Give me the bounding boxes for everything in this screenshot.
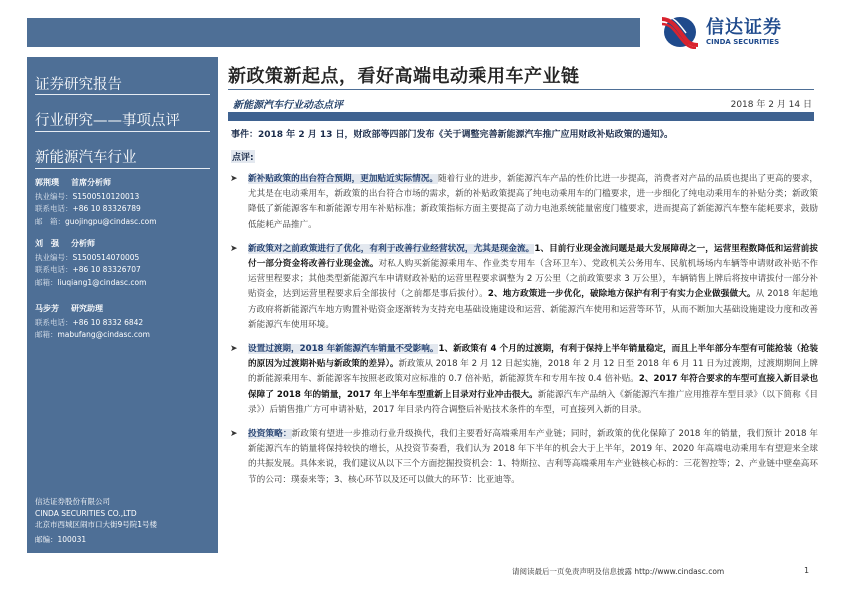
analyst-name: 刘 强 [35,239,59,248]
analyst-name: 郭荆璞 [35,178,59,187]
event-statement: 事件：2018 年 2 月 13 日，财政部等四部门发布《关于调整完善新能源汽车推广应用财政补贴政策的通知》。 [231,130,674,140]
analyst-card: 郭荆璞 首席分析师 执业编号：S1500510120013 联系电话：+86 10 83326789 邮 箱：guojingpu@cindasc.com [35,178,157,226]
sidebar [27,57,218,553]
report-date: 2018 年 2 月 14 日 [730,100,812,110]
bullet-bold: 2、地方政策进一步优化，破除地方保护有利于有实力企业做强做大。 [487,289,756,300]
bullet-text: 新政策有望进一步推动行业升级换代，我们主要看好高端乘用车产业链；同时，新政策的优化保障了 2018 年的销量，我们预计 2018 年新能源汽车的销量将保持较快的增长，从投资节奏看，我们认为 2018 年下半年的机会大于上半年，2019 年、2020 年高端电动乘用车有望迎来全球的共振发展。具体来说，我们建议从以下三个方面挖掘投资机会：1、特斯拉、吉利等高端乘用车产业链核心标的：三花智控等；2、产业链中壁垒高环节的公司：璞泰来等；3、核心环节以及还可以做大的环节：比亚迪等。 [248,429,818,485]
bullet-highlight: 新补贴政策的出台符合预期，更加贴近实际情况。 [248,174,439,184]
arrow-bullet-icon: ➤ [230,174,238,184]
company-address: 北京市西城区闹市口大街9号院1号楼 [35,520,158,529]
bullet-bold: 1、目前行业现金流问题是最大发展障碍之一，运营里程数降低和运营前拔付一部分资金将改善行业现金流。 [248,243,818,270]
bullet-text: 对私人购买新能源乘用车、作业类专用车（含环卫车）、党政机关公务用车、民航机场场内车辆等申请财政补贴不作运营里程要求；其他类型新能源汽车申请财政补贴的运营里程要求调整为 2 万公里（之前政策要求 3 万公里），车辆销售上牌后将按申请拔付一部分补贴资金，达到运营里程要求后全部拔付（之前都是事后拔付）。 [248,259,818,300]
page-number: 1 [804,566,810,575]
footer-disclaimer[interactable]: 请阅读最后一页免责声明及信息披露 http://www.cindasc.com [512,567,725,576]
analyst-phone: +86 10 8332 6842 [72,317,144,327]
logo-cn: 信达证券 [706,16,782,38]
bullet-highlight: 设置过渡期，2018 年新能源汽车销量不受影响。 [248,344,439,355]
analyst-email[interactable]: mabufang@cindasc.com [57,330,150,339]
report-subtitle: 新能源汽车行业动态点评 [233,100,343,111]
sidebar-report-type: 证券研究报告 [27,57,218,95]
sidebar-research-type: 行业研究——事项点评 [27,95,218,132]
bullet-item [228,242,818,333]
cinda-logo-icon [660,15,698,49]
company-info: 信达证券股份有限公司 CINDA SECURITIES CO.,LTD 北京市西城区闹市口大街9号院1号楼 邮编：100031 [35,497,158,544]
review-bullets [228,172,818,497]
review-label: 点评: [231,150,255,163]
bullet-text: 新政策从 2018 年 2 月 12 日起实施，2018 年 2 月 12 日至 2018 年 6 月 11 日为过渡期，过渡期期间上牌的新能源乘用车、新能源客车按照老政策对应标准的 0.7 倍补贴，新能源货车和专用车按 0.4 倍补贴。 [248,359,819,385]
analyst-card: 马步芳 研究助理 联系电话：+86 10 8332 6842 邮箱：mabufang@cindasc.com [35,304,150,339]
analyst-license: S1500510120013 [72,191,140,201]
analyst-title: 首席分析师 [71,178,111,187]
cinda-logo [660,14,830,50]
arrow-bullet-icon: ➤ [230,429,238,440]
bullet-highlight: 新政策对之前政策进行了优化，有利于改善行业经营状况，尤其是现金流。 [248,243,535,254]
bullet-text: 随着行业的进步，新能源汽车产品的性价比进一步提高，消费者对产品的品质也提出了更高的要求，尤其是在电动乘用车，新政策的出台符合市场的需求，新的补贴政策提高了纯电动乘用车的门槛要求，进一步细化了纯电动乘用车的补贴分类；新政策降低了新能源客车和新能源专用车补贴标准；新政策指标方面主要提高了动力电池系统能量密度门槛要求，进而提高了新能源汽车整车能耗要求，鼓励低能耗产品推广。 [248,174,818,230]
title-divider [228,89,814,90]
analyst-card: 刘 强 分析师 执业编号：S1500514070005 联系电话：+86 10 83326707 邮箱：liuqiang1@cindasc.com [35,239,147,287]
company-postcode: 100031 [57,534,87,544]
bullet-text: 新能源汽车产品纳入《新能源汽车推广应用推荐车型目录》（以下简称《目录》）后销售推广方可申请补贴，2017 年目录内符合调整后补贴技术条件的车型，可直接列入新的目录。 [248,389,818,415]
analyst-license: S1500514070005 [72,252,140,262]
sidebar-industry: 新能源汽车行业 [27,132,218,169]
arrow-bullet-icon: ➤ [230,344,238,355]
bullet-bold: 1、新政策有 4 个月的过渡期，有利于保持上半年销量稳定，而且上半年部分车型有可能抢装（抢装的原因为过渡期补贴与新政策的差异）。 [248,344,818,370]
company-name-en: CINDA SECURITIES CO.,LTD [35,508,137,518]
bullet-item [228,172,818,233]
bullet-highlight: 投资策略： [248,429,292,440]
analyst-phone: +86 10 83326789 [72,204,141,213]
bullet-text: 从 2018 年起地方政府将新能源汽车地方购置补贴资金逐渐转为支持充电基础设施建设和运营、新能源汽车使用和运营等环节，从而不断加大基础设施建设力度和改善新能源汽车使用环境。 [248,289,819,330]
company-name-cn: 信达证券股份有限公司 [35,497,110,506]
analyst-email[interactable]: liuqiang1@cindasc.com [57,277,147,287]
analyst-title: 研究助理 [71,304,103,313]
analyst-email[interactable]: guojingpu@cindasc.com [65,216,157,226]
analyst-phone: +86 10 83326707 [72,265,141,274]
analyst-title: 分析师 [71,239,95,248]
subtitle-bar [228,112,814,121]
analyst-name: 马步芳 [35,304,59,313]
bullet-item [228,427,818,488]
arrow-bullet-icon: ➤ [230,243,238,254]
bullet-item [228,342,818,418]
logo-en: CINDA SECURITIES [706,37,780,46]
report-title: 新政策新起点，看好高端电动乘用车产业链 [228,66,580,87]
bullet-bold: 2、2017 年符合要求的车型可直接入新目录也保障了 2018 年的销量，2017 年上半年车型重新上目录对行业冲击很大。 [248,374,819,400]
header-bar [27,18,640,47]
